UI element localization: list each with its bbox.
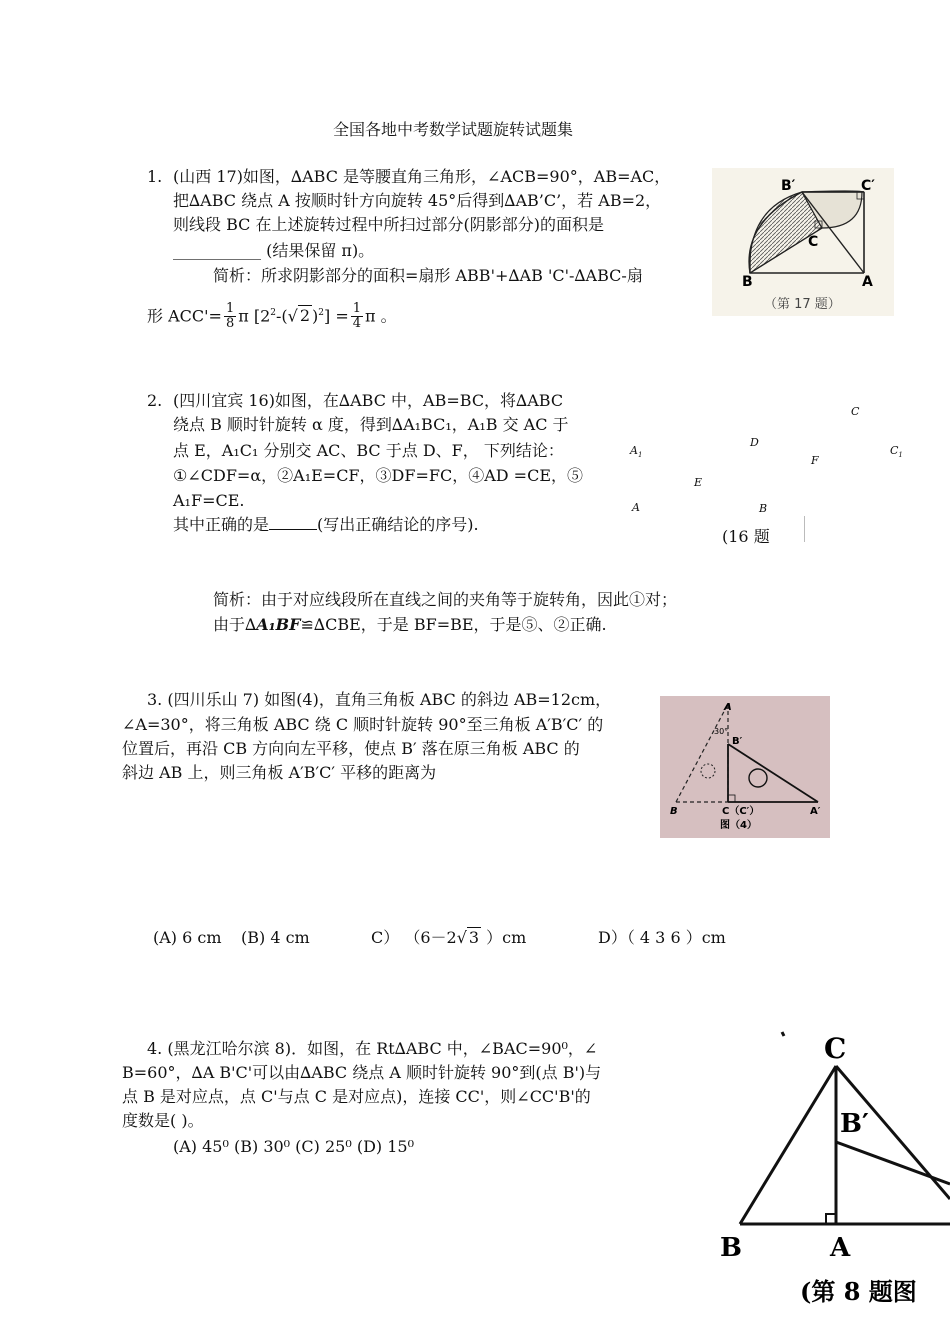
q2-fig-label-B: B — [759, 502, 768, 515]
q4-line-3: 点 B 是对应点，点 C'与点 C 是对应点)，连接 CC'，则∠CC'B'的 — [122, 1087, 591, 1106]
q4-line-1: 4. (黑龙江哈尔滨 8)．如图，在 Rt∆ABC 中，∠BAC=90⁰，∠ — [147, 1039, 598, 1058]
q2-line-6 — [173, 514, 479, 536]
q2-line-2: 绕点 B 顺时针旋转 α 度，得到∆A₁BC₁，A₁B 交 AC 于 — [173, 415, 569, 434]
q2-fig-label-C: C — [851, 405, 860, 418]
q3-option-c-post: ）cm — [481, 928, 527, 947]
q1-exponent: 2 — [270, 308, 276, 318]
q2-answer-blank — [269, 529, 317, 530]
q1-analysis-2-end: π 。 — [365, 306, 397, 326]
q3-fig-label-B: B — [670, 806, 678, 817]
q1-frac1-den: 8 — [225, 316, 235, 332]
q1-fig-label-B: B — [742, 274, 753, 290]
q4-figure — [712, 1024, 950, 1324]
q1-frac1-num: 1 — [225, 301, 235, 317]
q4-line-4: 度数是( )。 — [122, 1111, 204, 1130]
q2-fig-A1-letter: A — [630, 444, 638, 457]
q2-fig-A1-sub: 1 — [637, 451, 643, 460]
q3-option-c-sqrt-value: 3 — [468, 928, 480, 947]
q1-figure — [712, 168, 894, 316]
q1-analysis-2 — [147, 298, 397, 331]
q3-option-c-sqrt: √ 3 — [456, 928, 480, 947]
q3-line-2: ∠A=30°，将三角板 ABC 绕 C 顺时针旋转 90°至三角板 A′B′C′ 的 — [122, 715, 604, 734]
q2-fig-label-F: F — [811, 454, 819, 467]
q2-fig-label-A1 — [630, 444, 642, 459]
q3-option-c — [371, 927, 526, 949]
q3-fig-angle: 30° — [714, 727, 729, 736]
q2-analysis-2-pre: 由于∆ — [213, 615, 257, 634]
q1-analysis-1: 简析：所求阴影部分的面积=扇形 ABB'+∆AB 'C'-∆ABC-扇 — [213, 266, 643, 285]
q2-fig-label-C1 — [890, 444, 903, 459]
q1-figure-drawing — [712, 168, 894, 316]
q1-fig-label-C1: C′ — [861, 178, 875, 194]
q1-sqrt: √ 2 — [287, 306, 311, 326]
q3-option-d: D）（ 4 3 6 ）cm — [598, 928, 726, 947]
q2-fig-label-D: D — [750, 436, 759, 449]
q3-fig-label-B1: B′ — [732, 736, 743, 747]
q1-line-1: (山西 17)如图，∆ABC 是等腰直角三角形，∠ACB=90°，AB=AC， — [173, 167, 671, 186]
q2-number: 2. — [147, 391, 163, 410]
q3-fig-label-A1: A′ — [810, 806, 821, 817]
q3-line-4: 斜边 AB 上，则三角板 A′B′C′ 平移的距离为 — [122, 763, 437, 782]
q2-analysis-2-bold: A₁BF — [256, 615, 301, 634]
q1-fig-label-C: C — [808, 234, 819, 250]
q3-option-c-pre: C） （6－2 — [371, 928, 457, 947]
q1-line-4-text: (结果保留 π)。 — [266, 241, 375, 260]
q1-fraction-1 — [224, 302, 236, 331]
q2-line-6-pre: 其中正确的是 — [173, 515, 270, 534]
q1-number: 1. — [147, 167, 163, 186]
q4-fig-label-A: A — [830, 1233, 851, 1263]
q1-fig-label-A: A — [862, 274, 873, 290]
q4-fig-caption: (第 8 题图 — [800, 1277, 917, 1306]
q2-line-5: A₁F=CE. — [173, 491, 245, 510]
page-title: 全国各地中考数学试题旋转试题集 — [333, 120, 574, 139]
q1-line-3: 则线段 BC 在上述旋转过程中所扫过部分(阴影部分)的面积是 — [173, 215, 604, 234]
q1-fraction-2 — [351, 302, 363, 331]
q4-options: (A) 45⁰ (B) 30⁰ (C) 25⁰ (D) 15⁰ — [173, 1137, 415, 1156]
q1-frac2-num: 1 — [352, 301, 362, 317]
q2-analysis-2-post: ≌∆CBE，于是 BF=BE，于是⑤、②正确. — [300, 615, 607, 634]
q2-fig-C1-sub: 1 — [898, 451, 903, 460]
q3-option-a: (A) 6 cm — [153, 928, 222, 947]
q1-frac2-den: 4 — [352, 316, 362, 332]
q4-fig-label-B1: B′ — [840, 1109, 869, 1139]
q3-fig-label-A: A — [724, 702, 732, 713]
q1-answer-blank: ___________ — [173, 241, 261, 260]
q1-sqrt-value: 2 — [299, 306, 311, 326]
q2-fig-caption: (16 题 — [722, 527, 770, 546]
q2-line-4: ①∠CDF=α，②A₁E=CF，③DF=FC，④AD =CE，⑤ — [173, 466, 584, 485]
q2-line-6-post: (写出正确结论的序号). — [317, 515, 479, 534]
q2-analysis-1: 简析：由于对应线段所在直线之间的夹角等于旋转角，因此①对； — [213, 590, 678, 609]
q4-fig-label-C: C — [824, 1032, 847, 1065]
q1-exponent-2: 2 — [318, 308, 325, 318]
q3-line-3: 位置后，再沿 CB 方向向左平移，使点 B′ 落在原三角板 ABC 的 — [122, 739, 580, 758]
q1-fig-label-B1: B′ — [781, 178, 796, 194]
q1-analysis-2-mid1: π [2 — [238, 306, 271, 326]
q2-fig-label-E: E — [694, 476, 703, 489]
q2-line-1: (四川宜宾 16)如图，在∆ABC 中，AB=BC，将∆ABC — [173, 391, 564, 410]
q3-fig-caption: 图（4） — [720, 820, 757, 831]
q3-figure-drawing — [660, 696, 830, 838]
q4-line-2: B=60°，∆A B'C'可以由∆ABC 绕点 A 顺时针旋转 90°到(点 B')与 — [122, 1063, 602, 1082]
q1-analysis-2-mid3: ) — [312, 306, 319, 326]
q4-figure-drawing — [712, 1024, 950, 1324]
q2-line-3: 点 E，A₁C₁ 分别交 AC、BC 于点 D、F， 下列结论： — [173, 441, 564, 460]
q2-fig-label-A: A — [632, 501, 640, 514]
q2-fig-border — [804, 516, 805, 542]
q3-figure — [660, 696, 830, 838]
q2-fig-C1-letter: C — [890, 444, 899, 457]
q3-line-1: 3. (四川乐山 7) 如图(4)，直角三角板 ABC 的斜边 AB=12cm， — [147, 690, 612, 709]
q1-line-2: 把∆ABC 绕点 A 按顺时针方向旋转 45°后得到∆AB’C’，若 AB=2， — [173, 191, 662, 210]
q1-analysis-2-mid2: -( — [275, 306, 288, 326]
q4-fig-label-B: B — [720, 1233, 742, 1263]
q3-fig-label-C: C（C′） — [722, 806, 760, 817]
q1-analysis-2-mid4: ] = — [324, 306, 349, 326]
q1-line-4 — [173, 240, 374, 262]
q2-analysis-2 — [213, 614, 607, 636]
q1-analysis-2-pre: 形 ACC'= — [147, 306, 222, 326]
q1-fig-caption: （第 17 题） — [764, 297, 841, 312]
q3-option-b: (B) 4 cm — [241, 928, 310, 947]
